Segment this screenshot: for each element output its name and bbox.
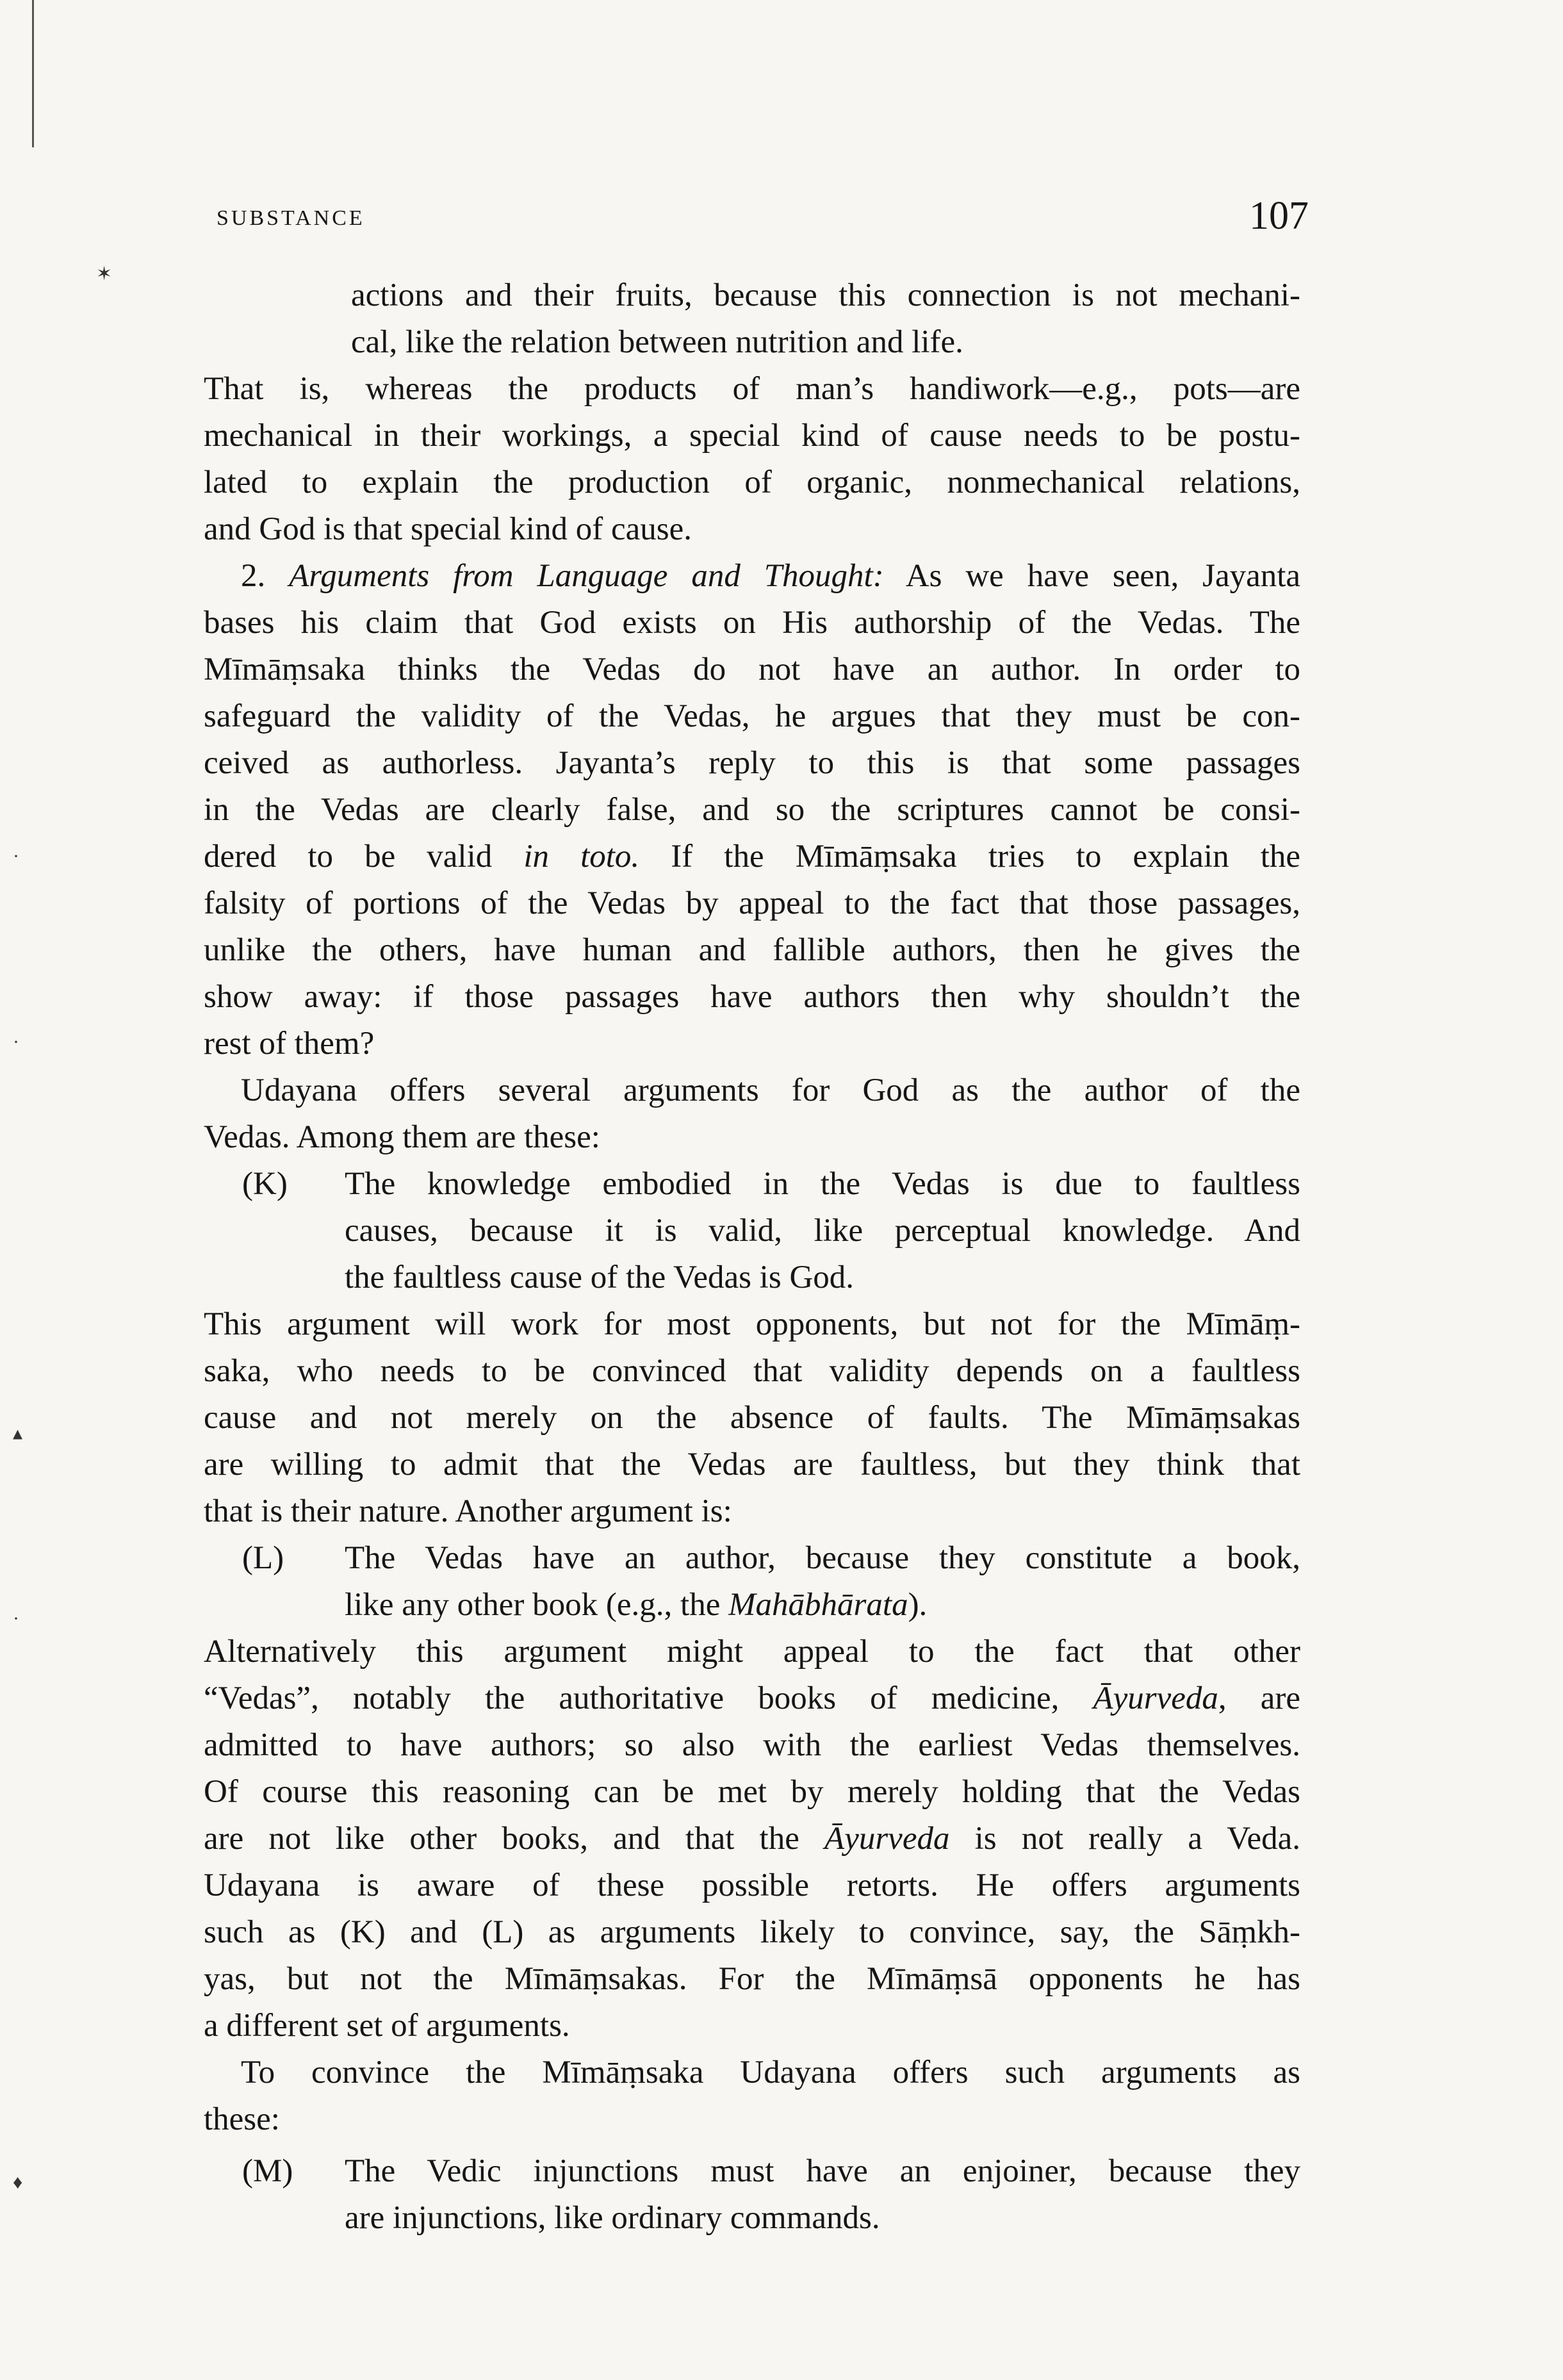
margin-speck: ·: [13, 1031, 19, 1053]
text-line: dered to be valid in toto. If the Mīmāṃsaka tries to explain the: [204, 839, 1300, 874]
text-line: The Vedic injunctions must have an enjoiner, because they: [345, 2153, 1300, 2189]
text-line: The knowledge embodied in the Vedas is due to faultless: [345, 1166, 1300, 1202]
text-line: To convince the Mīmāṃsaka Udayana offers such arguments as: [241, 2055, 1300, 2090]
argument-label: (M): [242, 2153, 293, 2189]
text-line: are not like other books, and that the Āyurveda is not really a Veda.: [204, 1821, 1300, 1857]
text-line: cal, like the relation between nutrition and life.: [351, 324, 963, 360]
text-line: actions and their fruits, because this connection is not mechani-: [351, 277, 1300, 313]
quote-continuation: [204, 272, 1300, 366]
paragraph: [204, 553, 1300, 1067]
text-line: in the Vedas are clearly false, and so the scriptures cannot be consi-: [204, 792, 1300, 828]
text-line: Udayana offers several arguments for God as the author of the: [241, 1072, 1300, 1108]
text-line: yas, but not the Mīmāṃsakas. For the Mīmāṃsā opponents he has: [204, 1961, 1300, 1997]
text-line: such as (K) and (L) as arguments likely to convince, say, the Sāṃkh-: [204, 1914, 1300, 1950]
numbered-argument-l: [204, 1535, 1300, 1629]
paragraph: [204, 1301, 1300, 1535]
margin-speck: ✶: [96, 263, 113, 284]
numbered-argument-k: [204, 1161, 1300, 1301]
text-line: are injunctions, like ordinary commands.: [345, 2200, 880, 2236]
margin-speck: ▴: [13, 1423, 23, 1444]
text-line: are willing to admit that the Vedas are faultless, but they think that: [204, 1447, 1300, 1482]
running-head: SUBSTANCE: [217, 206, 365, 230]
body-text: [204, 272, 1300, 2242]
text-line: mechanical in their workings, a special kind of cause needs to be postu-: [204, 418, 1300, 454]
text-line: that is their nature. Another argument is:: [204, 1493, 732, 1529]
text-line: bases his claim that God exists on His authorship of the Vedas. The: [204, 605, 1300, 641]
text-line: lated to explain the production of organic, nonmechanical relations,: [204, 464, 1300, 500]
argument-label: (K): [242, 1166, 288, 1202]
text-line: like any other book (e.g., the Mahābhārata).: [345, 1587, 928, 1623]
text-line: falsity of portions of the Vedas by appeal to the fact that those passages,: [204, 885, 1300, 921]
text-line: the faultless cause of the Vedas is God.: [345, 1260, 855, 1295]
text-line: and God is that special kind of cause.: [204, 511, 692, 547]
text-line: a different set of arguments.: [204, 2008, 570, 2044]
text-line: ceived as authorless. Jayanta’s reply to this is that some passages: [204, 745, 1300, 781]
text-line: admitted to have authors; so also with the earliest Vedas themselves.: [204, 1727, 1300, 1763]
text-line: The Vedas have an author, because they constitute a book,: [345, 1540, 1300, 1576]
text-line: rest of them?: [204, 1026, 375, 1062]
text-line: safeguard the validity of the Vedas, he argues that they must be con-: [204, 698, 1300, 734]
page-number: 107: [1249, 194, 1309, 238]
numbered-argument-m: [204, 2148, 1300, 2242]
paragraph: [204, 1067, 1300, 1161]
text-line: unlike the others, have human and fallible authors, then he gives the: [204, 932, 1300, 968]
text-line: cause and not merely on the absence of faults. The Mīmāṃsakas: [204, 1400, 1300, 1436]
text-line: saka, who needs to be convinced that validity depends on a faultless: [204, 1353, 1300, 1389]
text-line: show away: if those passages have authors then why shouldn’t the: [204, 979, 1300, 1015]
text-line: This argument will work for most opponents, but not for the Mīmāṃ-: [204, 1306, 1300, 1342]
section-heading: Arguments from Language and Thought:: [289, 558, 884, 594]
text-line: Vedas. Among them are these:: [204, 1119, 600, 1155]
text-line: causes, because it is valid, like perceptual knowledge. And: [345, 1213, 1300, 1249]
text-line: Udayana is aware of these possible retorts. He offers arguments: [204, 1867, 1300, 1903]
margin-speck: ·: [13, 846, 19, 867]
paragraph: [204, 1629, 1300, 2049]
section-number: 2.: [241, 558, 266, 594]
scan-edge-line: [32, 0, 34, 147]
text-line: 2. Arguments from Language and Thought: As we have seen, Jayanta: [241, 558, 1301, 594]
paragraph: [204, 366, 1300, 553]
margin-speck: ·: [13, 1608, 19, 1629]
text-line: Of course this reasoning can be met by merely holding that the Vedas: [204, 1774, 1300, 1810]
margin-speck: ♦: [13, 2172, 23, 2193]
text-line: Mīmāṃsaka thinks the Vedas do not have an author. In order to: [204, 652, 1300, 687]
paragraph: [204, 2049, 1300, 2143]
text-line: That is, whereas the products of man’s handiwork—e.g., pots—are: [204, 371, 1300, 407]
text-line: “Vedas”, notably the authoritative books of medicine, Āyurveda, are: [204, 1680, 1301, 1716]
text-line: these:: [204, 2101, 280, 2137]
text-line: Alternatively this argument might appeal to the fact that other: [204, 1634, 1300, 1670]
argument-label: (L): [242, 1540, 284, 1576]
